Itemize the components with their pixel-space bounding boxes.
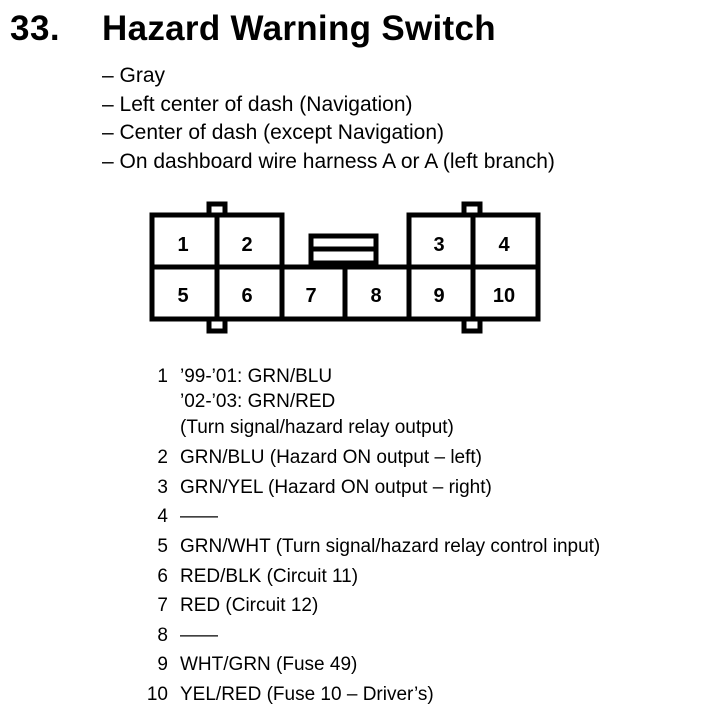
pin-description: RED/BLK (Circuit 11): [180, 566, 359, 587]
cavity-2: 2: [241, 234, 253, 256]
note-location-non-navigation: – Center of dash (except Navigation): [102, 121, 445, 145]
latch-tab: [464, 204, 480, 215]
pin-number: 1: [157, 366, 168, 387]
pin-description: WHT/GRN (Fuse 49): [180, 654, 358, 675]
cavity-8: 8: [370, 285, 382, 307]
pin-description: GRN/YEL (Hazard ON output – right): [180, 477, 492, 498]
pin-description: ’99-’01: GRN/BLU: [180, 366, 333, 387]
note-harness: – On dashboard wire harness A or A (left branch): [102, 150, 555, 174]
pin-description: RED (Circuit 12): [180, 595, 319, 616]
latch-tab: [209, 204, 225, 215]
latch-tab: [209, 319, 225, 331]
cavity-4: 4: [498, 234, 510, 256]
section-number: 33.: [10, 9, 61, 48]
note-location-navigation: – Left center of dash (Navigation): [102, 92, 413, 116]
cavity-10: 10: [492, 285, 516, 307]
cavity-7: 7: [305, 285, 317, 307]
pin-description: GRN/WHT (Turn signal/hazard relay control input): [180, 536, 601, 557]
cavity-9: 9: [433, 285, 445, 307]
pin-description: (Turn signal/hazard relay output): [180, 417, 454, 438]
pin-number: 8: [157, 625, 168, 646]
pin-number: 10: [146, 684, 168, 705]
pin-number: 2: [157, 447, 168, 468]
pin-description: ——: [180, 625, 218, 646]
pin-description: ’02-’03: GRN/RED: [180, 391, 336, 412]
cavity-5: 5: [177, 285, 189, 307]
connector-notes: [102, 62, 555, 177]
pin-description: ——: [180, 506, 218, 527]
pin-number: 4: [157, 506, 168, 527]
pin-number: 3: [157, 477, 168, 498]
cavity-3: 3: [433, 234, 445, 256]
pin-number: 5: [157, 536, 168, 557]
pin-number: 7: [157, 595, 168, 616]
latch-tab: [464, 319, 480, 331]
cavity-6: 6: [241, 285, 253, 307]
pin-description: GRN/BLU (Hazard ON output – left): [180, 447, 482, 468]
cavity-1: 1: [177, 234, 189, 256]
connector-diagram: [140, 195, 550, 340]
pin-number: 6: [157, 566, 168, 587]
note-color: – Gray: [102, 64, 166, 87]
page-title: Hazard Warning Switch: [102, 9, 496, 48]
pin-description: YEL/RED (Fuse 10 – Driver’s): [180, 684, 434, 705]
pin-number: 9: [157, 654, 168, 675]
